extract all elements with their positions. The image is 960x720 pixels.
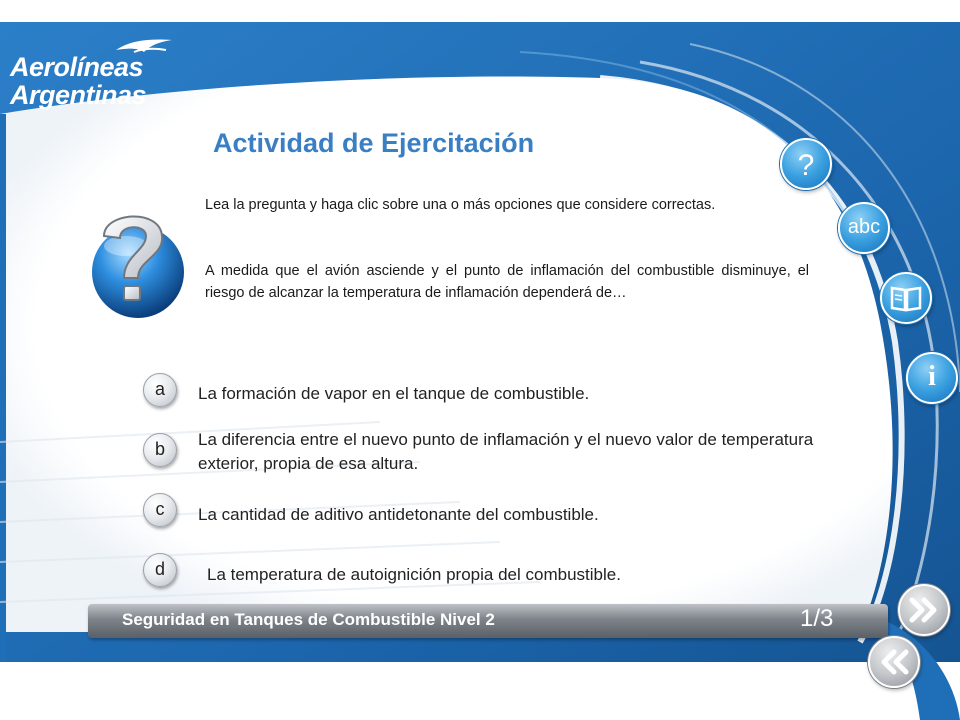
page-title: Actividad de Ejercitación [213,128,535,158]
double-chevron-left-icon [870,638,918,686]
course-title: Seguridad en Tanques de Combustible Nivel 2 [122,610,495,629]
question-mark-icon [86,206,186,326]
glossary-abc-icon: abc [847,216,881,238]
question-text: A medida que el avión asciende y el punto de inflamación del combustible disminuye, el riesgo de alcanzar la temperatura de inflamación dependerá de… [205,263,809,301]
option-d-letter: d [154,559,165,579]
back-button[interactable] [868,636,920,688]
option-c-button[interactable] [143,493,177,527]
page-counter: 1/3 [800,605,834,632]
help-button[interactable] [780,138,832,190]
info-button[interactable] [906,352,958,404]
library-button[interactable] [880,272,932,324]
logo-line-1: Aerolíneas [10,52,144,82]
option-d-button[interactable] [143,553,177,587]
option-a-letter: a [154,379,165,399]
option-c-letter: c [155,499,165,519]
question-mark-icon [782,140,830,188]
option-b-button[interactable] [143,433,177,467]
info-i-icon: i [928,361,936,392]
svg-text:?: ? [797,149,815,182]
next-button[interactable] [898,584,950,636]
logo-line-2: Argentinas [10,80,147,110]
double-chevron-right-icon [900,586,948,634]
option-a-text[interactable]: La formación de vapor en el tanque de combustible. [198,384,590,403]
open-book-icon [882,274,930,322]
instructions-text: Lea la pregunta y haga clic sobre una o más opciones que considere correctas. [205,197,716,213]
aerolineas-logo [10,36,170,116]
option-b-letter: b [154,439,165,459]
glossary-button[interactable] [838,202,890,254]
option-a-button[interactable] [143,373,177,407]
option-b-text[interactable]: La diferencia entre el nuevo punto de inflamación y el nuevo valor de temperatura exterior, propia de esa altura. [198,430,814,473]
option-c-text[interactable]: La cantidad de aditivo antidetonante del combustible. [198,505,599,524]
option-d-text[interactable]: La temperatura de autoignición propia del combustible. [207,565,621,584]
